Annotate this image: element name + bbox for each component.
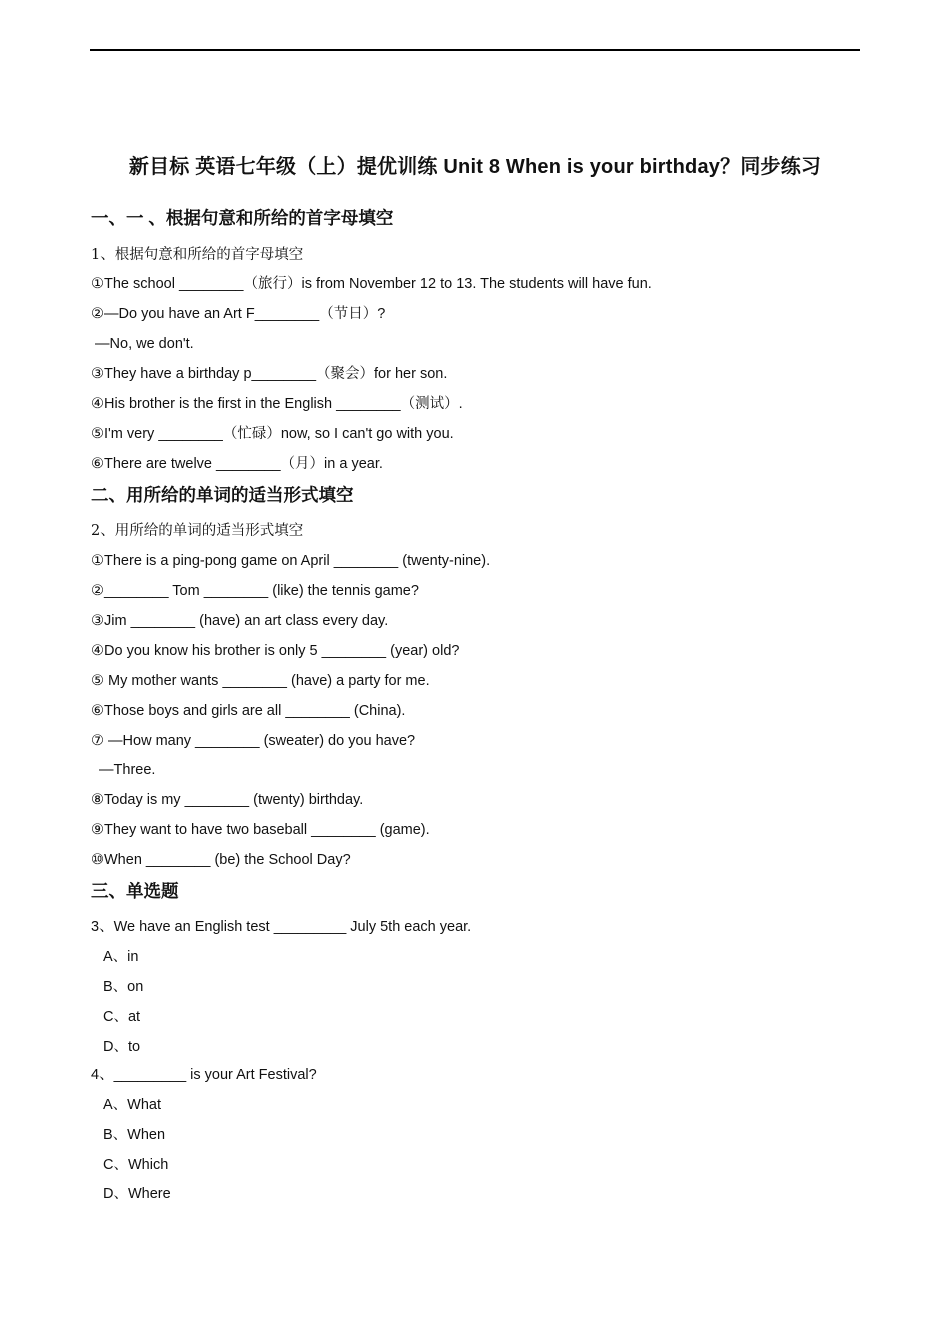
list-item: ⑩When ________ (be) the School Day? [91, 852, 351, 868]
question-3-option-b: B、on [103, 979, 144, 995]
list-item: ②________ Tom ________ (like) the tennis game? [91, 583, 419, 599]
list-item: —No, we don't. [91, 336, 194, 352]
page-title: 新目标 英语七年级（上）提优训练 Unit 8 When is your birthday？同步练习 [128, 156, 822, 178]
list-item: ⑧Today is my ________ (twenty) birthday. [91, 792, 364, 808]
list-item: ④His brother is the first in the English ________（测试）. [91, 396, 463, 412]
question-4-option-b: B、When [103, 1127, 166, 1143]
list-item: ⑤I'm very ________（忙碌）now, so I can't go with you. [91, 426, 454, 442]
list-item: —Three. [91, 762, 156, 778]
question-4-stem: 4、_________ is your Art Festival? [91, 1067, 317, 1083]
list-item: ④Do you know his brother is only 5 ________ (year) old? [91, 643, 460, 659]
section-1-intro: 1、根据句意和所给的首字母填空 [91, 247, 304, 263]
list-item: ③They have a birthday p________（聚会）for her son. [91, 366, 448, 382]
section-3-heading: 三、单选题 [91, 881, 179, 901]
question-3-option-d: D、to [103, 1039, 141, 1055]
list-item: ⑦ —How many ________ (sweater) do you have? [91, 733, 416, 749]
top-rule [90, 49, 860, 51]
question-4-option-d: D、Where [103, 1186, 171, 1202]
section-2-heading: 二、用所给的单词的适当形式填空 [91, 485, 354, 505]
list-item: ①The school ________（旅行）is from November 12 to 13. The students will have fun. [91, 276, 652, 292]
question-4-option-a: A、What [103, 1097, 162, 1113]
list-item: ⑥There are twelve ________（月）in a year. [91, 456, 383, 472]
list-item: ⑥Those boys and girls are all ________ (China). [91, 703, 406, 719]
list-item: ⑨They want to have two baseball ________ (game). [91, 822, 430, 838]
list-item: ②—Do you have an Art F________（节日）? [91, 306, 386, 322]
question-3-stem: 3、We have an English test _________ July 5th each year. [91, 919, 472, 935]
list-item: ⑤ My mother wants ________ (have) a party for me. [91, 673, 430, 689]
list-item: ①There is a ping-pong game on April ________ (twenty-nine). [91, 553, 491, 569]
list-item: ③Jim ________ (have) an art class every day. [91, 613, 389, 629]
question-3-option-a: A、in [103, 949, 139, 965]
question-4-option-c: C、Which [103, 1157, 169, 1173]
section-2-intro: 2、用所给的单词的适当形式填空 [91, 523, 304, 539]
section-1-heading: 一、一 、根据句意和所给的首字母填空 [91, 208, 394, 228]
question-3-option-c: C、at [103, 1009, 141, 1025]
